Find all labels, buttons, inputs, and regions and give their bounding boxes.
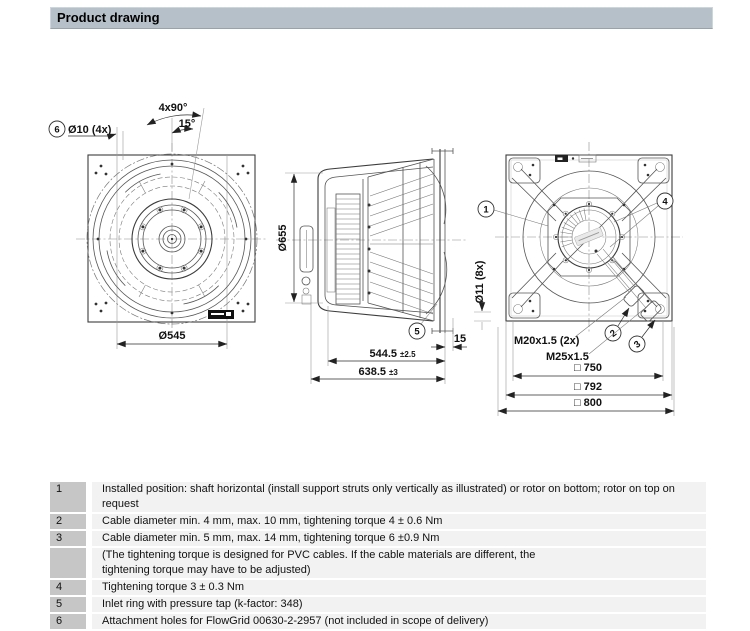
note-text: Inlet ring with pressure tap (k-factor: 348) xyxy=(92,597,706,612)
rear-view xyxy=(474,142,683,416)
note-number: 5 xyxy=(50,597,86,612)
svg-text:4: 4 xyxy=(662,196,668,208)
dim-depth-outer: 638.5 xyxy=(358,366,386,378)
cable-gland-m25 xyxy=(640,300,663,323)
callout-6 xyxy=(49,121,65,137)
svg-text:5: 5 xyxy=(414,326,420,338)
callout-4 xyxy=(610,193,673,247)
brand-plate xyxy=(208,310,234,319)
cable-gland-m20 xyxy=(623,285,646,308)
note-text: Cable diameter min. 5 mm, max. 14 mm, tightening torque 6 ±0.9 Nm xyxy=(92,531,706,546)
dim-depth-outer-tol: ±3 xyxy=(389,368,398,377)
note-number: 6 xyxy=(50,614,86,629)
note-number: 2 xyxy=(50,514,86,529)
note-row xyxy=(50,580,706,595)
note-text: Cable diameter min. 4 mm, max. 10 mm, tightening torque 4 ± 0.6 Nm xyxy=(92,514,706,529)
dim-square-750: □ 750 xyxy=(573,362,603,374)
dim-square-792: □ 792 xyxy=(573,381,603,393)
note-text: Attachment holes for FlowGrid 00630-2-2957 (not included in scope of delivery) xyxy=(92,614,706,629)
section-title: Product drawing xyxy=(57,10,160,25)
callout-3 xyxy=(626,333,648,355)
note-row xyxy=(50,597,706,612)
side-view xyxy=(276,148,468,384)
dim-angle-15: 15° xyxy=(178,118,196,130)
note-row xyxy=(50,514,706,529)
dim-plate-offset: 15 xyxy=(453,333,467,345)
dim-depth-inner: 544.5 xyxy=(369,348,397,360)
note-number: 3 xyxy=(50,531,86,546)
note-number xyxy=(50,548,86,578)
dim-diameter-545: Ø545 xyxy=(158,330,186,342)
note-number: 4 xyxy=(50,580,86,595)
gland-label-m25: M25x1.5 xyxy=(546,351,589,363)
gland-label-m20: M20x1.5 (2x) xyxy=(514,335,580,347)
note-row xyxy=(50,482,706,512)
cable-gland-side xyxy=(300,226,313,304)
note-number: 1 xyxy=(50,482,86,512)
svg-text:6: 6 xyxy=(54,124,60,136)
dim-impeller-655: Ø655 xyxy=(277,224,289,252)
note-text: (The tightening torque is designed for PVC cables. If the cable materials are different, the tightening torque may have to be adjusted) xyxy=(92,548,706,578)
callout-1 xyxy=(478,201,548,226)
note-text: Installed position: shaft horizontal (install support struts only vertically as illustrated) or rotor on bottom; rotor on top on request xyxy=(92,482,706,512)
dim-depth-inner-tol: ±2.5 xyxy=(400,350,416,359)
front-view xyxy=(49,102,267,349)
svg-text:1: 1 xyxy=(483,204,489,216)
note-row xyxy=(50,531,706,546)
dim-holes-rear: Ø11 (8x) xyxy=(474,260,486,304)
dim-holes-front: Ø10 (4x) xyxy=(68,124,112,136)
rating-labels xyxy=(555,155,596,162)
svg-text:3: 3 xyxy=(632,338,644,351)
notes-table xyxy=(50,482,706,631)
svg-text:2: 2 xyxy=(608,327,620,340)
note-text: Tightening torque 3 ± 0.3 Nm xyxy=(92,580,706,595)
dim-angle-pattern: 4x90° xyxy=(158,102,188,114)
note-row xyxy=(50,548,706,578)
dim-square-800: □ 800 xyxy=(573,397,603,409)
